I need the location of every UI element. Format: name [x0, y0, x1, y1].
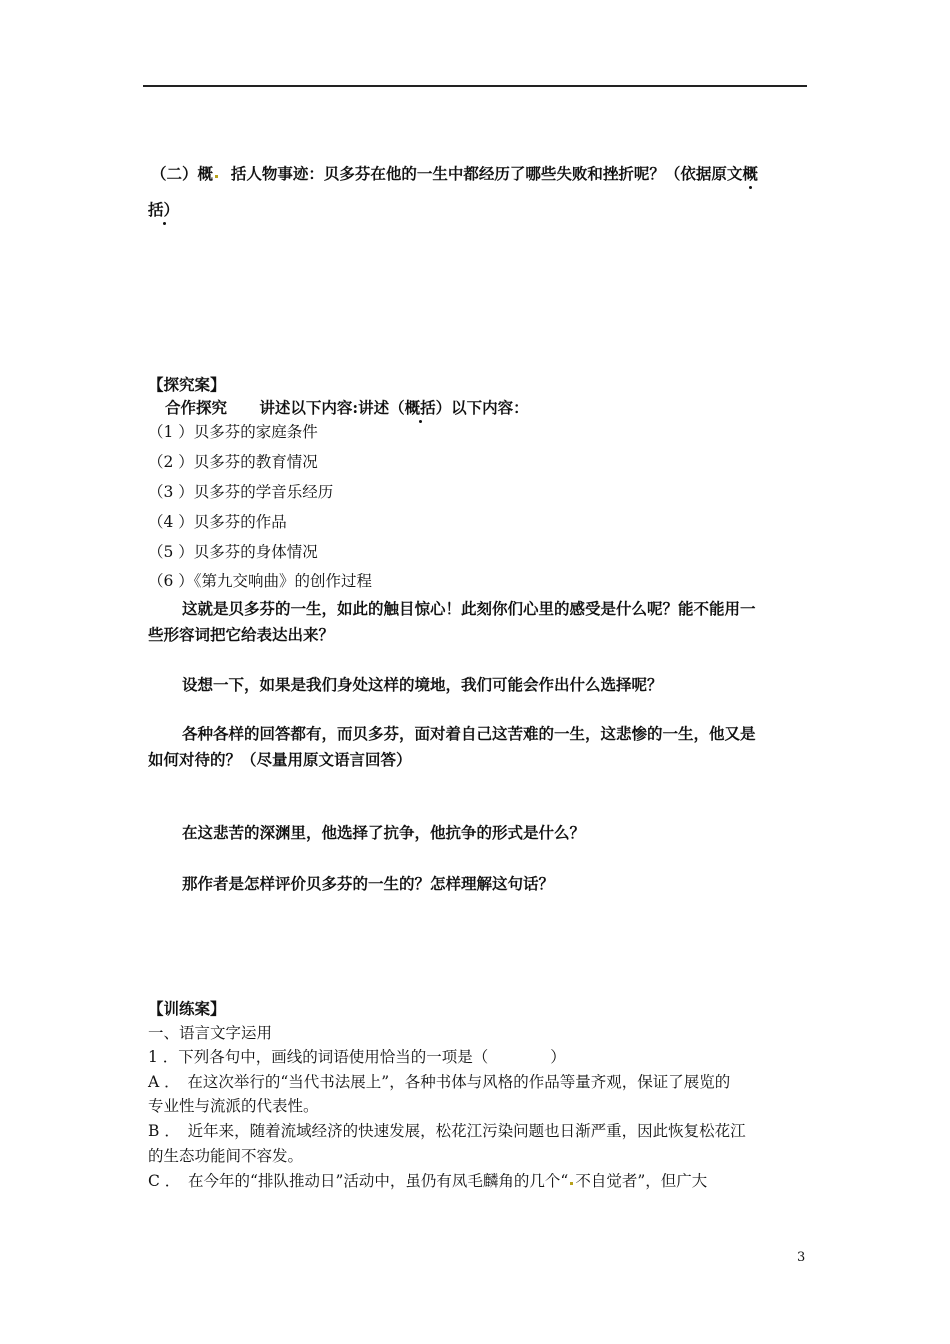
section2-line1-part-c: 概 — [742, 164, 758, 183]
question-5: 那作者是怎样评价贝多芬的一生的？怎样理解这句话？ — [182, 874, 555, 893]
option-a-line1: A ． 在这次举行的“当代书法展上”，各种书体与风格的作品等量齐观，保证了展览的 — [148, 1073, 731, 1091]
question-4: 在这悲苦的深渊里，他选择了抗争，他抗争的形式是什么？ — [182, 823, 586, 842]
option-c-part-b: 不自觉者”，但广大 — [575, 1172, 708, 1190]
question-1-line1: 这就是贝多芬的一生，如此的触目惊心！此刻你们心里的感受是什么呢？能不能用一 — [182, 599, 756, 618]
explore-item: （5 ）贝多芬的身体情况 — [148, 543, 318, 561]
question-3-line2: 如何对待的？（尽量用原文语言回答） — [148, 750, 412, 769]
option-a-line2: 专业性与流派的代表性。 — [148, 1097, 319, 1115]
question-2: 设想一下，如果是我们身处这样的境地，我们可能会作出什么选择呢？ — [182, 675, 663, 694]
explore-intro — [165, 397, 529, 419]
training-question-1: 1 ．下列各句中，画线的词语使用恰当的一项是（ ） — [148, 1048, 566, 1066]
marker-dot — [215, 175, 218, 178]
explore-item: （3 ）贝多芬的学音乐经历 — [148, 483, 334, 501]
option-c-part-a: C ． 在今年的“排队推动日”活动中，虽仍有凤毛麟角的几个“ — [148, 1172, 569, 1190]
explore-intro-d: ）以下内容： — [435, 398, 529, 417]
option-b-line1: B ． 近年来，随着流域经济的快速发展，松花江污染问题也日渐严重，因此恢复松花江 — [148, 1122, 746, 1140]
explore-item: （1 ）贝多芬的家庭条件 — [148, 423, 318, 441]
explore-intro-c: 概括 — [404, 398, 436, 417]
page-number: 3 — [797, 1250, 806, 1265]
explore-item: （4 ）贝多芬的作品 — [148, 513, 287, 531]
section2-line2-text: 括） — [148, 200, 180, 219]
training-subtitle: 一、语言文字运用 — [148, 1024, 273, 1042]
explore-intro-a: 合作探究 — [165, 398, 228, 417]
explore-intro-b: 讲述以下内容:讲述（ — [259, 398, 405, 417]
explore-item: （2 ）贝多芬的教育情况 — [148, 453, 318, 471]
question-1-line2: 些形容词把它给表达出来？ — [148, 625, 335, 644]
marker-dot — [570, 1182, 573, 1185]
section2-line2 — [148, 199, 179, 221]
section2-line1-part-a: （二）概 — [151, 164, 214, 183]
explore-title: 【探究案】 — [148, 375, 226, 394]
option-b-line2: 的生态功能间不容发。 — [148, 1147, 304, 1165]
explore-item: （6 ）《第九交响曲》的创作过程 — [148, 572, 373, 590]
question-3-line1: 各种各样的回答都有，而贝多芬，面对着自己这苦难的一生，这悲惨的一生，他又是 — [182, 724, 756, 743]
option-c-line1 — [148, 1170, 707, 1192]
training-title: 【训练案】 — [148, 999, 226, 1018]
section2-line1 — [151, 163, 758, 185]
section2-line1-part-b: 括人物事迹：贝多芬在他的一生中都经历了哪些失败和挫折呢？（依据原文 — [230, 164, 743, 183]
header-rule — [143, 85, 807, 87]
